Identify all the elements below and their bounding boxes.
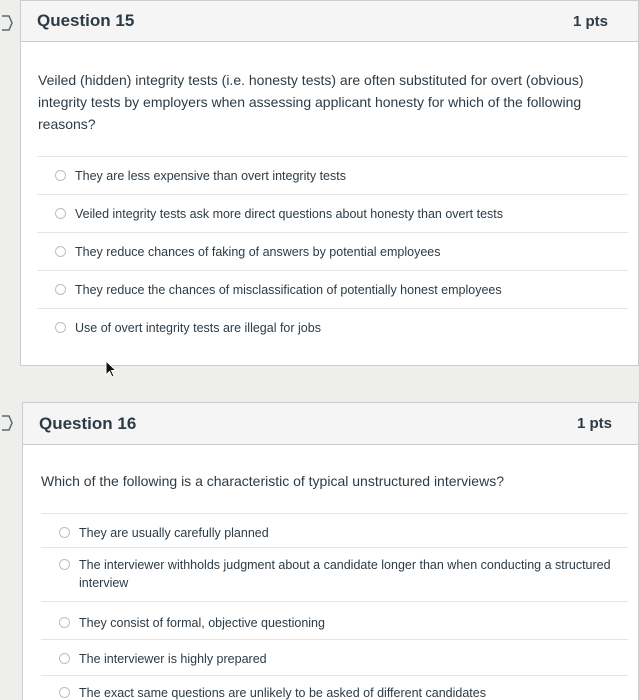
answer-option[interactable] [41,547,628,601]
answer-label: The exact same questions are unlikely to be asked of different candidates [79,686,486,700]
answer-option[interactable] [41,601,628,639]
answer-option[interactable] [37,308,628,346]
answer-option[interactable] [41,675,628,700]
radio-button[interactable] [55,284,66,295]
question-16 [22,402,639,700]
radio-button[interactable] [59,617,70,628]
question-16-header [23,403,638,445]
question-15-points: 1 pts [572,12,608,30]
radio-button[interactable] [55,246,66,257]
answer-label: Use of overt integrity tests are illegal for jobs [75,321,321,335]
answer-option[interactable] [37,194,628,232]
answer-label: Veiled integrity tests ask more direct questions about honesty than overt tests [75,207,504,221]
answer-label: The interviewer withholds judgment about a candidate longer than when conducting a structured interview [79,558,611,590]
radio-button[interactable] [59,653,70,664]
answer-label: They reduce the chances of misclassification of potentially honest employees [75,283,502,297]
answer-label: The interviewer is highly prepared [79,652,267,666]
question-15-text: Veiled (hidden) integrity tests (i.e. honesty tests) are often substituted for overt (obvious) integrity tests by employers when assessing applicant honesty for which of the following reasons? [38,72,584,132]
mouse-pointer-icon [104,360,118,378]
radio-button[interactable] [59,527,70,538]
question-16-answers [41,513,628,700]
radio-button[interactable] [55,322,66,333]
answer-label: They are less expensive than overt integrity tests [75,169,346,183]
question-15-title: Question 15 [37,11,135,30]
question-16-text: Which of the following is a characteristic of typical unstructured interviews? [41,473,504,489]
radio-button[interactable] [55,208,66,219]
question-15-header [21,1,638,42]
answer-label: They consist of formal, objective questioning [79,616,325,630]
radio-button[interactable] [59,687,70,698]
question-15-answers [37,156,628,346]
answer-option[interactable] [41,513,628,547]
answer-option[interactable] [37,270,628,308]
question-15-flag-icon[interactable] [0,14,14,32]
answer-label: They reduce chances of faking of answers by potential employees [75,245,441,259]
answer-option[interactable] [37,232,628,270]
flag-outline-icon [0,14,14,32]
question-16-flag-icon[interactable] [0,414,14,432]
answer-label: They are usually carefully planned [79,526,269,540]
radio-button[interactable] [59,559,70,570]
answer-option[interactable] [41,639,628,675]
question-16-points: 1 pts [576,415,612,432]
radio-button[interactable] [55,170,66,181]
question-16-title: Question 16 [39,413,137,433]
question-15 [20,0,639,366]
flag-outline-icon [0,414,14,432]
answer-option[interactable] [37,156,628,194]
